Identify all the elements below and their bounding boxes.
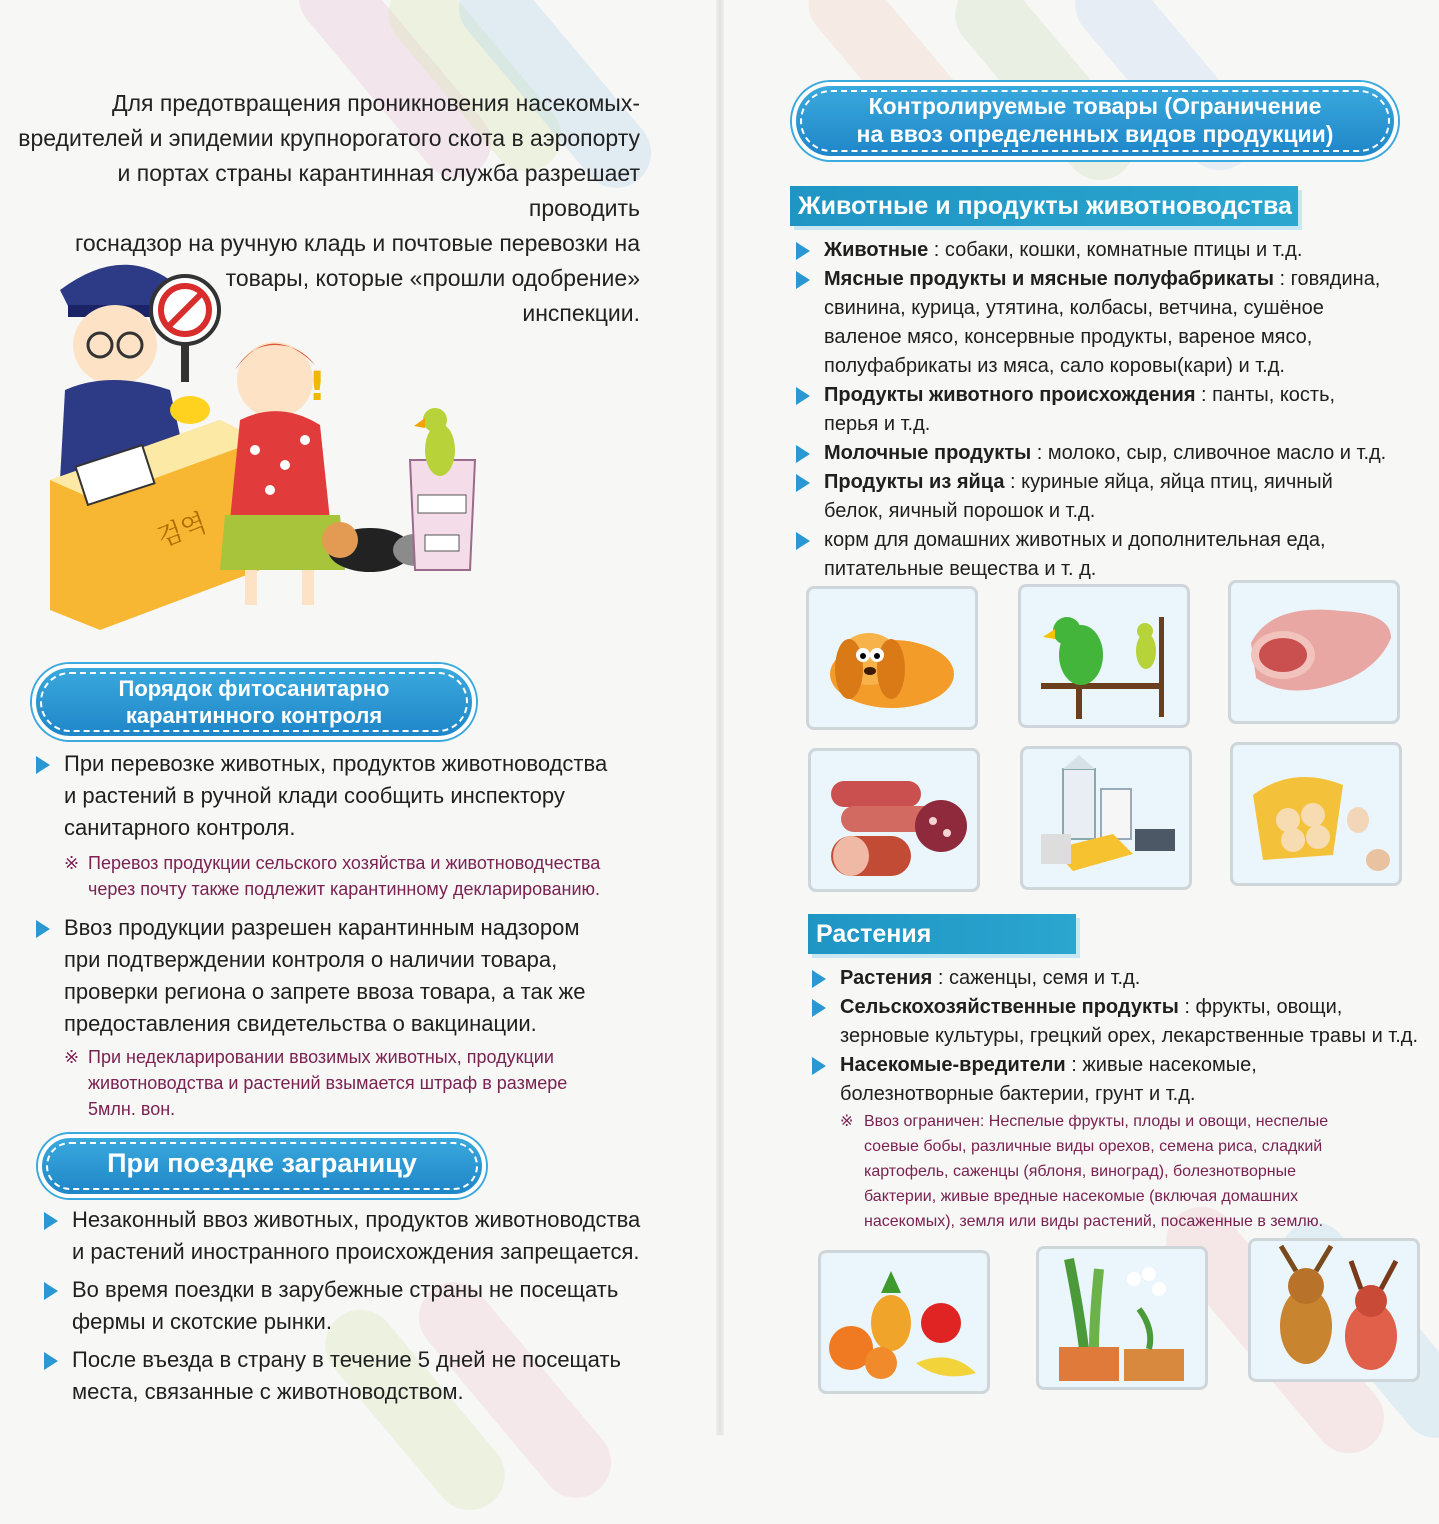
list-item [812, 1109, 1422, 1234]
list-item [812, 993, 1422, 1051]
bullet-triangle-icon [36, 756, 50, 774]
list-item-line: фермы и скотские рынки. [72, 1309, 332, 1334]
list-item [36, 748, 676, 902]
item-text: : панты, кость, [1195, 384, 1336, 406]
tile-sausages [808, 748, 980, 892]
section-title-line: на ввоз определенных видов продукции) [856, 121, 1334, 147]
item-key: Насекомые-вредители [840, 1054, 1066, 1076]
note-line: животноводства и растений взымается штраф в размере [88, 1073, 568, 1093]
section-title-line: карантинного контроля [125, 703, 383, 728]
svg-text:!: ! [308, 364, 327, 410]
plants-section-bar: Растения [808, 914, 1076, 954]
note-mark: ※ [840, 1113, 854, 1130]
note-line: картофель, саженцы (яблоня, виноград), болезнотворные [864, 1163, 1296, 1180]
item-text: : саженцы, семя и т.д. [932, 967, 1141, 989]
list-item-line: Ввоз продукции разрешен карантинным надзором [64, 915, 580, 940]
bullet-triangle-icon [44, 1352, 58, 1370]
tile-birds [1018, 584, 1190, 728]
item-text: : фрукты, овощи, [1178, 996, 1343, 1018]
bullet-triangle-icon [796, 445, 810, 463]
tile-eggs [1230, 742, 1402, 886]
list-item [796, 265, 1416, 381]
intro-line: Для предотвращения проникновения насекомых- [112, 90, 640, 116]
bullet-triangle-icon [796, 242, 810, 260]
list-item-line: и растений иностранного происхождения запрещается. [72, 1239, 640, 1264]
dairy-icon [1023, 749, 1189, 887]
tile-plants [1036, 1246, 1208, 1390]
pet-cage [410, 460, 475, 570]
item-key: Растения [840, 967, 933, 989]
item-text: : молоко, сыр, сливочное масло и т.д. [1031, 442, 1387, 464]
section-title-line: Контролируемые товары (Ограничение [868, 93, 1322, 119]
item-key: Продукты из яйца [824, 471, 1005, 493]
intro-line: инспекции. [522, 300, 640, 326]
ham-icon [1231, 583, 1397, 721]
list-item [796, 526, 1416, 584]
bullet-triangle-icon [44, 1282, 58, 1300]
controlled-goods-title [792, 82, 1398, 160]
item-key: Молочные продукты [824, 442, 1032, 464]
note-line: через почту также подлежит карантинному декларированию. [88, 879, 601, 899]
list-item-line: места, связанные с животноводством. [72, 1379, 464, 1404]
item-line: зерновые культуры, грецкий орех, лекарственные травы и т.д. [840, 1025, 1419, 1047]
eggs-icon [1233, 745, 1399, 883]
desk-label: 검역 [153, 508, 211, 554]
item-key: Сельскохозяйственные продукты [840, 996, 1179, 1018]
item-key: Мясные продукты и мясные полуфабрикаты [824, 268, 1274, 290]
item-key: Животные [824, 239, 929, 261]
tile-dairy [1020, 746, 1192, 890]
parrot-icon [1021, 587, 1187, 725]
inspection-illustration [40, 250, 510, 630]
potted-plant-icon [1039, 1249, 1205, 1387]
intro-line: вредителей и эпидемии крупнорогатого скота в аэропорту [18, 125, 640, 151]
note [64, 1044, 676, 1122]
note-line: Ввоз ограничен: Неспелые фрукты, плоды и овощи, неспелые [864, 1113, 1329, 1130]
page-fold [716, 0, 724, 1435]
item-line: свинина, курица, утятина, колбасы, ветчина, сушёное [824, 297, 1324, 319]
intro-line: госнадзор на ручную кладь и почтовые перевозки на [74, 230, 640, 256]
item-line: валеное мясо, консервные продукты, вареное мясо, [824, 326, 1313, 348]
note-line: При недекларировании ввозимых животных, продукции [88, 1047, 554, 1067]
list-item-line: и растений в ручной клади сообщить инспектору [64, 783, 565, 808]
tile-ham [1228, 580, 1400, 724]
note [64, 850, 676, 902]
list-item-line: санитарного контроля. [64, 815, 296, 840]
animals-list [796, 236, 1416, 584]
list-item-line: При перевозке животных, продуктов животноводства [64, 751, 608, 776]
list-item [812, 964, 1422, 993]
list-item [796, 381, 1416, 439]
list-item [812, 1051, 1422, 1109]
item-line: питательные вещества и т. д. [824, 558, 1097, 580]
section-title-phytosanitary [32, 664, 476, 740]
note-line: Перевоз продукции сельского хозяйства и животноводчества [88, 853, 601, 873]
list-item [36, 912, 676, 1122]
note-mark: ※ [64, 1047, 80, 1067]
item-line: белок, яичный порошок и т.д. [824, 500, 1096, 522]
bullet-triangle-icon [796, 532, 810, 550]
item-line: полуфабрикаты из мяса, сало коровы(кари) и т.д. [824, 355, 1285, 377]
note-line: бактерии, живые вредные насекомые (включая домашних [864, 1188, 1299, 1205]
list-item-line: Незаконный ввоз животных, продуктов животноводства [72, 1207, 641, 1232]
bullet-triangle-icon [812, 970, 826, 988]
item-line: перья и т.д. [824, 413, 931, 435]
phytosanitary-list [36, 748, 676, 1122]
section-title-text: При поездке заграницу [107, 1148, 417, 1178]
note-line: 5млн. вон. [88, 1099, 176, 1119]
item-key: Продукты животного происхождения [824, 384, 1196, 406]
tile-beetles [1248, 1238, 1420, 1382]
bullet-triangle-icon [36, 920, 50, 938]
travel-list [44, 1204, 694, 1408]
item-line: болезнотворные бактерии, грунт и т.д. [840, 1083, 1196, 1105]
bullet-triangle-icon [812, 999, 826, 1017]
list-item-line: После въезда в страну в течение 5 дней не посещать [72, 1347, 621, 1372]
list-item-line: проверки региона о запрете ввоза товара, а так же [64, 979, 586, 1004]
list-item [796, 468, 1416, 526]
plants-list [812, 964, 1422, 1234]
tile-dog [806, 586, 978, 730]
list-item-line: при подтверждении контроля о наличии товара, [64, 947, 558, 972]
list-item [44, 1344, 694, 1408]
note [840, 1109, 1422, 1234]
item-text: : живые насекомые, [1065, 1054, 1257, 1076]
fruits-icon [821, 1253, 987, 1391]
beetle-icon [1251, 1241, 1417, 1379]
item-text: корм для домашних животных и дополнительная еда, [824, 529, 1326, 551]
bullet-triangle-icon [796, 474, 810, 492]
list-item-line: предоставления свидетельства о вакцинации. [64, 1011, 537, 1036]
bullet-triangle-icon [44, 1212, 58, 1230]
section-title-travel [38, 1134, 486, 1198]
note-line: соевые бобы, различные виды орехов, семена риса, сладкий [864, 1138, 1323, 1155]
parrot [425, 424, 455, 476]
list-item [796, 236, 1416, 265]
sausage-icon [811, 751, 977, 889]
intro-line: и портах страны карантинная служба разрешает проводить [117, 160, 640, 221]
intro-line: товары, которые «прошли одобрение» [225, 265, 640, 291]
list-item-line: Во время поездки в зарубежные страны не посещать [72, 1277, 619, 1302]
dog-icon [809, 589, 975, 727]
list-item [44, 1204, 694, 1268]
bullet-triangle-icon [796, 271, 810, 289]
item-text: : куриные яйца, яйца птиц, яичный [1004, 471, 1333, 493]
note-line: насекомых), земля или виды растений, посаженные в землю. [864, 1213, 1324, 1230]
bullet-triangle-icon [812, 1057, 826, 1075]
tile-fruits [818, 1250, 990, 1394]
bullet-triangle-icon [796, 387, 810, 405]
note-mark: ※ [64, 853, 80, 873]
list-item [44, 1274, 694, 1338]
list-item [796, 439, 1416, 468]
animals-section-bar: Животные и продукты животноводства [790, 186, 1298, 226]
item-text: : говядина, [1273, 268, 1381, 290]
item-text: : собаки, кошки, комнатные птицы и т.д. [928, 239, 1303, 261]
section-title-line: Порядок фитосанитарно [118, 676, 390, 701]
